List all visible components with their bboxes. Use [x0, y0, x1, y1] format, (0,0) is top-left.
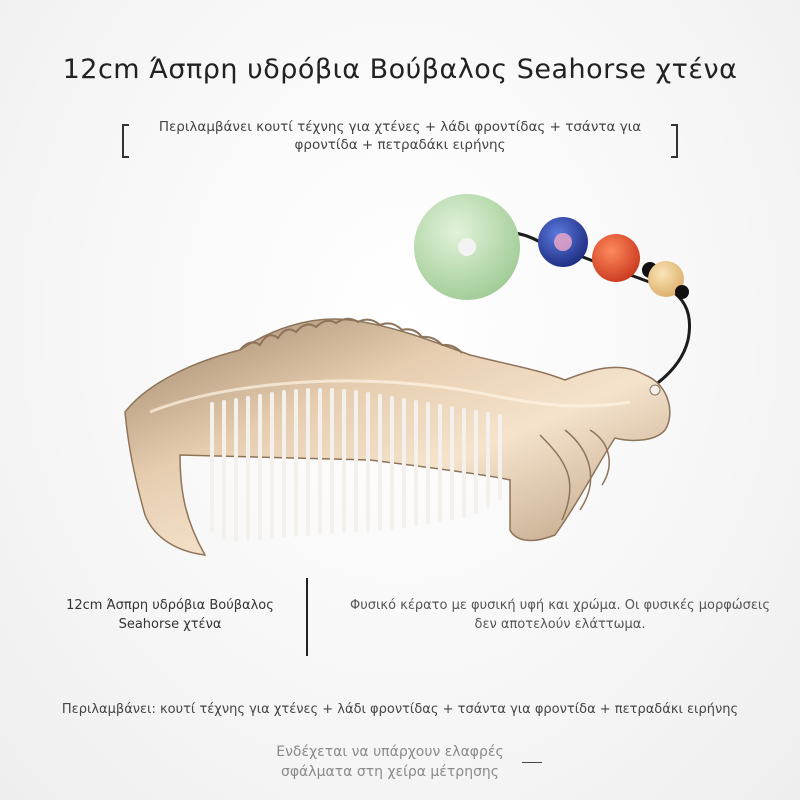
- page-title: 12cm Άσπρη υδρόβια Βούβαλος Seahorse χτένα: [62, 54, 738, 85]
- black-spacer-bead-2-icon: [675, 285, 689, 299]
- red-bead-icon: [592, 234, 640, 282]
- comb-product-image: [110, 180, 700, 580]
- left-bracket: [122, 124, 129, 158]
- product-name-caption: 12cm Άσπρη υδρόβια Βούβαλος Seahorse χτένα: [66, 598, 274, 632]
- subtitle: Περιλαμβάνει κουτί τέχνης για χτένες + λάδι φροντίδας + τσάντα για φροντίδα + πετραδάκι ειρήνης: [158, 119, 642, 153]
- package-contents: Περιλαμβάνει: κουτί τέχνης για χτένες + λάδι φροντίδας + τσάντα για φροντίδα + πετραδάκι ειρήνης: [61, 702, 739, 717]
- jade-donut-icon: [414, 194, 520, 300]
- note-underline: [522, 762, 542, 763]
- measurement-note: Ενδέχεται να υπάρχουν ελαφρές σφάλματα στη χείρα μέτρησης: [276, 744, 504, 780]
- horn-comb-icon: [125, 319, 670, 555]
- caption-divider: [306, 578, 308, 656]
- material-note-caption: Φυσικό κέρατο με φυσική υφή και χρώμα. Οι φυσικές μορφώσεις δεν αποτελούν ελάττωμα.: [350, 598, 770, 632]
- right-bracket: [671, 124, 678, 158]
